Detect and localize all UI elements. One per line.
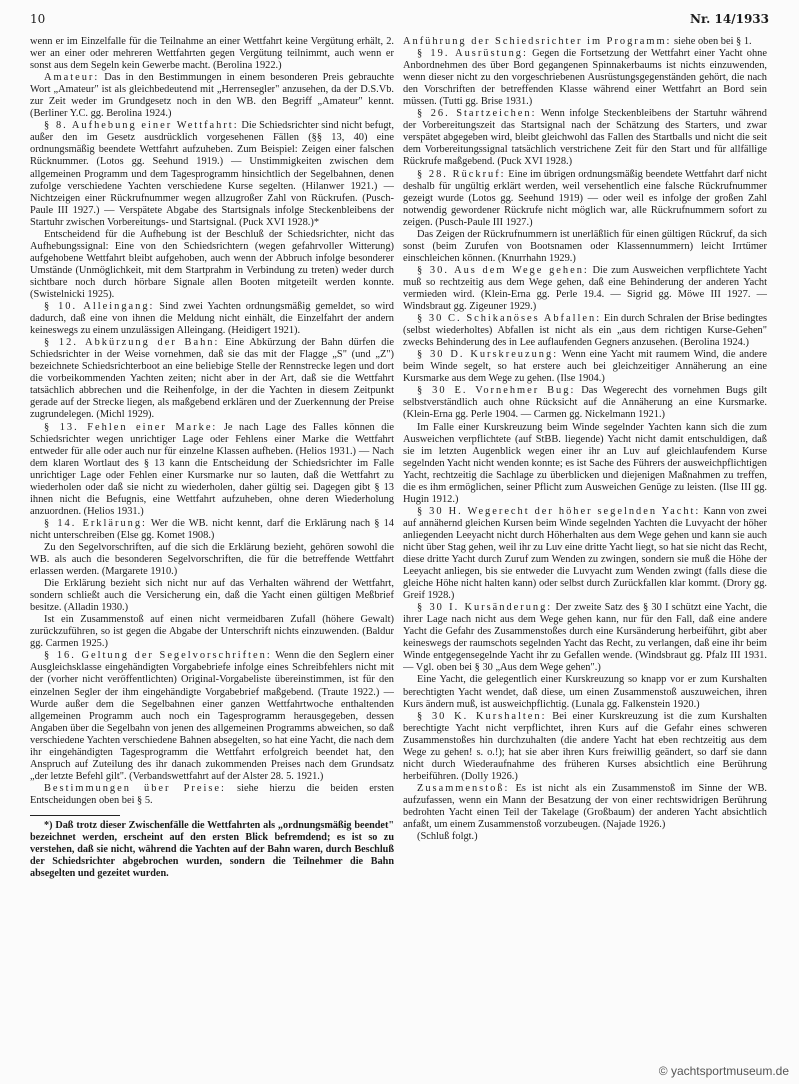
paragraph [403, 229, 767, 265]
paragraph-text: Eine im übrigen ordnungsmäßig beendete Wettfahrt darf nicht deshalb für ungültig erklärt werden, weil versehentlich eine falsche Rückrufnummer gezeigt wurde (Lotos gg. Seehund 1919) — oder weil es infolge der großen Zahl notwendig gewordener Rückrufe nicht möglich war, alle Rückrufnummern sofort zu zeigen. (Pusch-Paule III 1927.) [403, 168, 767, 228]
paragraph-heading: § 30 D. Kurskreuzung: [417, 349, 559, 361]
watermark: © yachtsportmuseum.de [658, 1064, 789, 1078]
paragraph-text: Im Falle einer Kurskreuzung beim Winde segelnder Yachten kann sich die zum Ausweichen verpflichtete (auf StBB. liegende) Yacht nicht damit entschuldigen, daß sie im letzten Augenblick wegen einer ihr an Luv auf gleichlaufendem Kurse segelnden Yacht nicht wenden konnte; es ist Sache des Führers der ausweichpflichtigen Yacht, rechtzeitig die Sachlage zu überblicken und diejenigen Maßnahmen zu treffen, die es ihm ermöglichen, seiner Pflicht zum Ausweichen Genüge zu leisten. (Ilse III gg. Hugin 1912.) [403, 421, 767, 505]
paragraph-text: Zu den Segelvorschriften, auf die sich die Erklärung bezieht, gehören sowohl die WB. als auch die besonderen Segelvorschriften, die für die betreffende Wettfahrt erlassen werden. (Margarete 1910.) [30, 541, 394, 578]
paragraph-heading: § 12. Abkürzung der Bahn: [44, 337, 220, 349]
paragraph [30, 72, 394, 120]
paragraph-text: Eine Yacht, die gelegentlich einer Kurskreuzung so knapp vor er zum Kurshalten berechtigten Yacht wendet, daß diese, um einen Zusammenstoß auszuweichen, ihren Kurs ändern muß, ist ausweichpflichtig. (Lunala gg. Falkenstein 1920.) [403, 674, 767, 710]
paragraph [30, 36, 394, 72]
paragraph [30, 578, 394, 614]
paragraph-heading: § 30 C. Schikanöses Abfallen: [417, 313, 602, 325]
paragraph-text: Die zum Ausweichen verpflichtete Yacht muß so rechtzeitig aus dem Wege gehen, daß eine Behinderung der anderen Yacht vermieden wird. (Klein-Erna gg. Perle 19.4. — Sigrid gg. Möwe III 1927. — Windsbraut gg. Zigeuner 1929.) [403, 264, 767, 313]
paragraph-heading: § 19. Ausrüstung: [417, 48, 528, 60]
paragraph-text: Das Zeigen der Rückrufnummern ist unerläßlich für einen gültigen Rückruf, da sich sonst (beim Zurufen von Bootsnamen oder Klassennummern) leicht Irrtümer einschleichen können. (Knurrhahn 1929.) [403, 228, 767, 264]
paragraph-text: siehe oben bei § 1. [671, 36, 752, 47]
paragraph [403, 422, 767, 506]
paragraph-heading: § 14. Erklärung: [44, 517, 147, 529]
footnote: *) Daß trotz dieser Zwischenfälle die Wettfahrten als „ordnungsmäßig beendet" bezeichnet werden, erscheint auf den ersten Blick befremdend; es ist so zu verstehen, daß sie nicht, während die Yachten auf der Bahn waren, durch Beschluß der Schiedsrichter abgebrochen wurden, sondern die Teilnehmer die Bahn absegelten und gezeitet wurden. [30, 820, 394, 880]
paragraph [403, 711, 767, 783]
paragraph-heading: Anführung der Schiedsrichter im Programm: [403, 36, 672, 47]
paragraph [403, 108, 767, 168]
paragraph [403, 602, 767, 674]
paragraph-text: wenn er im Einzelfalle für die Teilnahme an einer Wettfahrt keine Vergütung erhält, 2. wer an einer oder mehreren Wettfahrten gegen Vergütung teilnimmt, auch wenn er sonst aus dem Segeln kein Gewerbe macht. (Berolina 1922.) [30, 36, 394, 72]
paragraph-heading: § 13. Fehlen einer Marke: [44, 421, 218, 433]
paragraph-text: Wenn eine Yacht mit raumem Wind, die andere beim Winde segelt, so hat erstere auch bei gleichzeitiger Annäherung an eine Kursmarke aus dem Wege zu gehen. (Ilse 1904.) [403, 349, 767, 385]
paragraph-heading: § 10. Alleingang: [44, 301, 155, 313]
paragraph-heading: § 30. Aus dem Wege gehen: [417, 264, 589, 276]
paragraph [30, 518, 394, 542]
page-number: 10 [30, 12, 46, 26]
left-column [30, 36, 394, 1072]
paragraph-text: Sind zwei Yachten ordnungsmäßig gemeldet, so wird dadurch, daß eine von ihnen die Meldung nicht einhält, die Einzelfahrt der andern keineswegs zu einem unzulässigen Alleingang. (Heidigert 1921). [30, 301, 394, 337]
paragraph-heading: § 30 I. Kursänderung: [417, 602, 553, 614]
paragraph [403, 831, 767, 843]
right-column [403, 36, 767, 1072]
paragraph [30, 542, 394, 578]
paragraph-heading: Zusammenstoß: [417, 782, 510, 794]
paragraph-text: Es ist nicht als ein Zusammenstoß im Sinne der WB. aufzufassen, wenn ein Mann der Besatzung der von einer rechtswidrigen Berührung bedrohten Yacht einen Teil der Takelage (Großbaum) der anderen Yacht absichtlich anfaßt, um einem Zusammenstoß vorzubeugen. (Najade 1926.) [403, 782, 767, 831]
paragraph [403, 36, 767, 48]
paragraph [403, 385, 767, 421]
paragraph [30, 422, 394, 518]
paragraph-heading: § 8. Aufhebung einer Wettfahrt: [44, 120, 239, 132]
paragraph-text: Ist ein Zusammenstoß auf einen nicht vermeidbaren Zufall (höhere Gewalt) zurückzuführen, so ist gegen die Abgabe der Unterschrift nichts einzuwenden. (Baldur gg. Carmen 1925.) [30, 614, 394, 650]
paragraph [30, 301, 394, 337]
issue-number: Nr. 14/1933 [689, 12, 769, 26]
paragraph-text: Wenn infolge Steckenbleibens der Startuhr während der Vorbereitungszeit das Startsignal nach der Schätzung des Starters, und zwar verspätet abgegeben wird, bleibt gleichwohl das Fallen des Startballs und nicht die seit dem Vorbereitungssignal tatsächlich verstrichene Zeit für den Start und für allfällige Rückrufe maßgebend. (Puck XVI 1928.) [403, 108, 767, 168]
paragraph-heading: § 16. Geltung der Segelvorschriften: [44, 650, 272, 662]
paragraph [30, 337, 394, 421]
page-header [30, 12, 769, 32]
paragraph-text: Ein durch Schralen der Brise bedingtes (selbst wiederholtes) Abfallen ist nicht als ein „aus dem richtigen Kurse-Gehen" zwecks Behinderung des in Lee auflaufenden Gegners anzusehen. (Berolina 1924.) [403, 313, 767, 349]
paragraph [403, 783, 767, 831]
paragraph [30, 650, 394, 783]
paragraph-heading: § 30 H. Wegerecht der höher segelnden Yacht: [417, 505, 701, 517]
paragraph-text: (Schluß folgt.) [417, 831, 478, 843]
paragraph-text: Eine Abkürzung der Bahn dürfen die Schiedsrichter in der Weise vornehmen, daß sie das mit der Flagge „S" (und „Z") bezeichnete Schiedsrichterboot an eine beliebige Stelle der Rennstrecke legen und dort die vorbeikommenden Yachten zeiten; nicht aber in der Art, daß sie die Wettfahrt tatsächlich abbrechen und die Reihenfolge, in der die Yachten in diesem Zeitpunkt gerade auf der Strecke liegen, als maßgebend erklären und der Zuerkennung der Preise zugrundelegen. (Michl 1929). [30, 337, 394, 421]
paragraph-heading: § 30 E. Vornehmer Bug: [417, 385, 576, 397]
paragraph-text: Bei einer Kurskreuzung ist die zum Kurshalten berechtigte Yacht nicht verpflichtet, ihren Kurs auf die Gefahr eines schweren Zusammenstoßes hin durchzuhalten (die andere Yacht hat eben rechtzeitig aus dem Wege zu gehen! s. o.!); hat sie aber ihren Kurs freiwillig geändert, so darf sie dann nicht durch Wiederaufnahme des früheren Kurses absichtlich eine Berührung herbeiführen. (Dolly 1926.) [403, 710, 767, 782]
paragraph-heading: § 26. Startzeichen: [417, 108, 537, 120]
paragraph-text: Wenn die den Seglern einer Ausgleichsklasse eingehändigten Vorgabebriefe infolge eines Schreibfehlers nicht mit der (vorher nicht veröffentlichten) Original-Vorgabeliste übereinstimmen, ist für den einzelnen Segler der ihm eingehändigte Vorgabebrief maßgebend. (Traute 1922.) — Wurde außer dem die Segelbahnen einer ganzen Wettfahrtwoche enthaltenden allgemeinen Programm auch noch ein Tagesprogramm herausgegeben, dessen Angaben über die Segelbahn von jenen des allgemeinen Programms abweichen, so daß verschiedene Yachten verschiedene Bahnen absegelten, so hat eine Yacht, die nach dem ihr eingehändigten Tagesprogramm die Wettfahrt erfolgreich beendet hat, den Anspruch auf Zuteilung des ihr danach zukommenden Preises nach dem Grundsatz „der letzte Befehl gilt". (Verbandswettfahrt auf der Alster 28. 5. 1921.) [30, 650, 394, 782]
paragraph [403, 349, 767, 385]
left-paragraphs [30, 36, 394, 807]
paragraph [30, 229, 394, 301]
paragraph-heading: § 28. Rückruf: [417, 168, 506, 180]
paragraph-heading: Amateur: [44, 72, 100, 84]
footnote-rule [30, 815, 120, 816]
paragraph-text: Wer die WB. nicht kennt, darf die Erklärung nach § 14 nicht unterschreiben (Else gg. Komet 1908.) [30, 517, 394, 541]
paragraph-text: Das in den Bestimmungen in einem besonderen Preis gebrauchte Wort „Amateur" ist als gleichbedeutend mit „Herrensegler" anzusehen, da der D.S.Vb. zur Zeit weder im Grundgesetz noch in den WB. den Begriff „Amateur" kennt. (Berliner Y.C. gg. Berolina 1924.) [30, 72, 394, 120]
paragraph [403, 674, 767, 710]
right-paragraphs [403, 36, 767, 843]
paragraph [403, 313, 767, 349]
paragraph [30, 783, 394, 807]
paragraph [403, 48, 767, 108]
paragraph-text: Die Erklärung bezieht sich nicht nur auf das Verhalten während der Wettfahrt, sondern schließt auch die Versicherung ein, daß die Yacht einen gültigen Meßbrief besitze. (Alladin 1930.) [30, 578, 394, 614]
paragraph [30, 120, 394, 228]
paragraph-text: Gegen die Fortsetzung der Wettfahrt einer Yacht ohne Anbordnehmen des über Bord gegangenen Spinnakerbaums ist nichts einzuwenden, wenn dieser nicht zu den vorgeschriebenen Ausrüstungsgegenständen gehört, die nach den Vorschriften der betreffenden Klasse während einer Wettfahrt an Bord sein müssen. (Tutti gg. Brise 1931.) [403, 48, 767, 108]
paragraph-text: siehe hierzu die beiden ersten Entscheidungen oben bei § 5. [30, 782, 394, 806]
paragraph-heading: § 30 K. Kurshalten: [417, 710, 547, 722]
paragraph [403, 506, 767, 602]
paragraph-text: Der zweite Satz des § 30 I schützt eine Yacht, die ihrer Lage nach nicht aus dem Wege gehen kann, nur für den Fall, daß eine andere Yacht die Gefahr des Zusammenstoßes durch eine Kursänderung herbeiführt, gibt aber keineswegs der raumschots segelnden Yacht das Recht, zu verlangen, daß eine ihr beim Winde entgegensegelnde Yacht ihr zu Gefallen wende. (Windsbraut gg. Pfalz III 1931. — Vgl. oben bei § 30 „Aus dem Wege gehen".) [403, 602, 767, 674]
paragraph [30, 614, 394, 650]
paragraph [403, 265, 767, 313]
paragraph [403, 169, 767, 229]
paragraph-text: Das Wegerecht des vornehmen Bugs gilt selbstverständlich auch ohne Rücksicht auf die Annäherung an eine Kursmarke. (Klein-Erna gg. Perle 1904. — Carmen gg. Nickelmann 1921.) [403, 385, 767, 421]
paragraph-text: Die Schiedsrichter sind nicht befugt, außer den im Gesetz ausdrücklich vorgesehenen Fällen (§§ 13, 40) eine ordnungsmäßig beendete Wettfahrt aufzuheben. Zum Beispiel: Zeigen einer falschen Rücknummer. (Lotos gg. Seehund 1919.) — Unstimmigkeiten zwischen dem allgemeinen Programm und dem Tagesprogramm hinsichtlich der Segelbahnen, denen zufolge verschiedene Yachten verschiedene Kurse segelten. (Hilanwer 1921.) — Nichtzeigen einer Rückrufnummer wegen allzugroßer Zahl von Rückrufen. (Pusch-Paule III 1927.) — Verspätete Abgabe des Startsignals infolge Steckenbleibens der Startuhr zwischen Vorbereitungs- und Startsignal. (Puck XVI 1928.)* [30, 120, 394, 228]
paragraph-text: Entscheidend für die Aufhebung ist der Beschluß der Schiedsrichter, nicht das Aufhebungssignal: Eine von den Schiedsrichtern (wegen gefahrvoller Witterung) aufgehobene Wettfahrt bleibt aufgehoben, auch wenn der Abbruch infolge besonderer Umstände (Unmöglichkeit, mit dem Startprahm in Verbindung zu treten) weder durch sichtbare noch durch hörbare Signale allen Booten mitgeteilt werden konnte. (Swistelnicki 1925). [30, 228, 394, 300]
paragraph-heading: Bestimmungen über Preise: [44, 782, 226, 794]
paragraph-text: Je nach Lage des Falles können die Schiedsrichter wegen unrichtiger Lage oder Fehlens einer Marke die Wettfahrt entweder für alle oder auch nur für einzelne Klassen aufheben. (Helios 1931.) — Nach dem klaren Wortlaut des § 13 kann die Entscheidung der Schiedsrichter im Falle unrichtiger Lage oder Fehlen einer Kursmarke nur so lauten, daß die Wettfahrt zu wiederholen oder daß sie nicht zu wiederholen, daher gültig sei. Dagegen gibt § 13 ihnen nicht die Befugnis, eine Wettfahrt aufzuheben, ohne deren Wiederholung anzuordnen. (Helios 1931.) [30, 421, 394, 517]
paragraph-text: Kann von zwei auf annähernd gleichen Kursen beim Winde segelnden Yachten die Luvyacht der höher anliegenden Leeyacht nicht durch Höherhalten aus dem Wege gehen und kann sie auch nicht über Stag gehen, weil ihr zu Luv eine dritte Yacht liegt, so hat sie nicht das Recht, diese dritte Yacht durch Zuruf zum Wenden zu zwingen, sondern sie muß die Höhe der Leeyacht anliegen, bis sie entweder die Luvyacht zum Wenden zwingt (falls diese die gleiche Höhe nicht halten kann) oder selbst durch Zurückfallen klar kommt. (Drory gg. Greif 1928.) [403, 505, 767, 602]
